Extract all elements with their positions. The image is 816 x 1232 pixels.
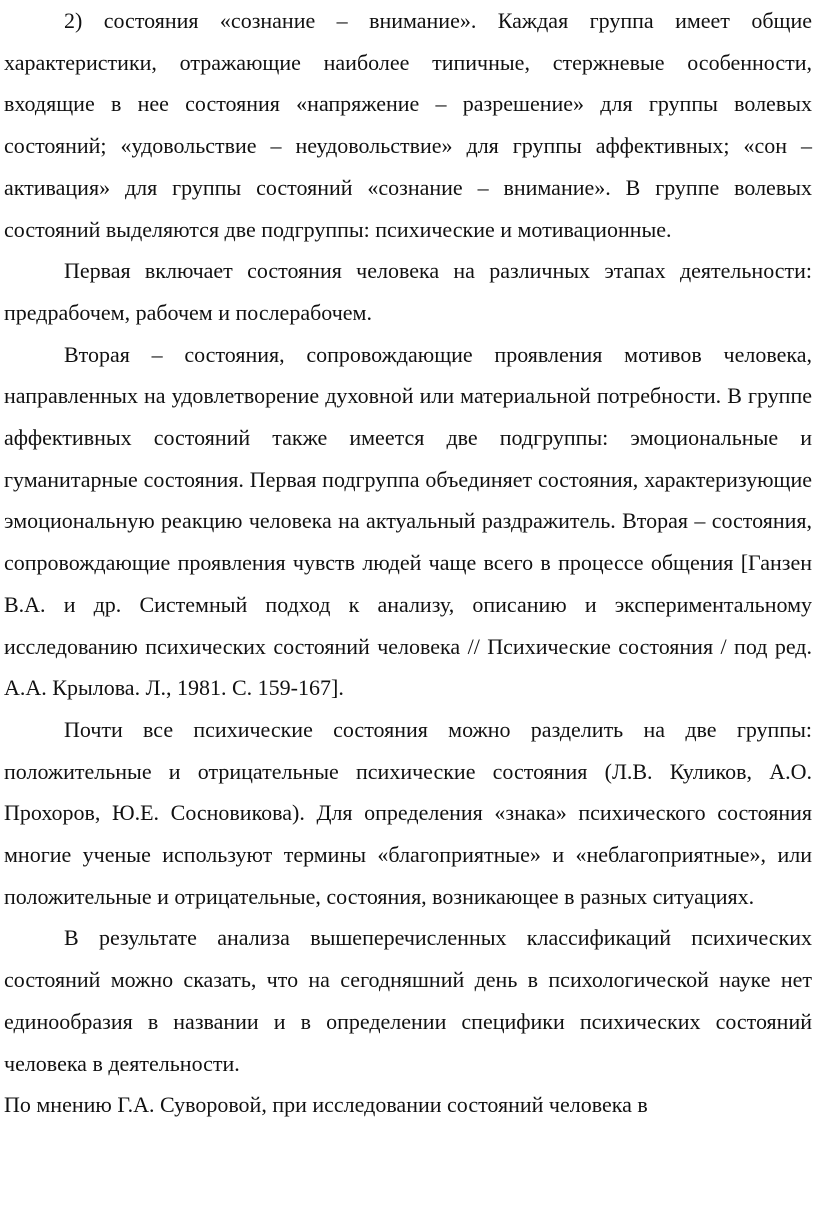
paragraph-5: В результате анализа вышеперечисленных классификаций психических состояний можно сказать, что на сегодняшний день в психологической науке нет единообразия в названии и в определении специфики психических состояний человека в деятельности. xyxy=(4,925,812,1076)
paragraph-2: Первая включает состояния человека на различных этапах деятельности: предрабочем, рабочем и послерабочем. xyxy=(4,258,812,325)
paragraph-1: 2) состояния «сознание – внимание». Каждая группа имеет общие характеристики, отражающие наиболее типичные, стержневые особенности, входящие в нее состояния «напряжение – разрешение» для группы волевых состояний; «удовольствие – неудовольствие» для группы аффективных; «сон – активация» для группы состояний «сознание – внимание». В группе волевых состояний выделяются две подгруппы: психические и мотивационные. xyxy=(4,8,812,242)
paragraph-6: По мнению Г.А. Суворовой, при исследовании состояний человека в xyxy=(4,1092,648,1118)
paragraph-4: Почти все психические состояния можно разделить на две группы: положительные и отрицательные психические состояния (Л.В. Куликов, А.О. Прохоров, Ю.Е. Сосновикова). Для определения «знака» психического состояния многие ученые используют термины «благоприятные» и «неблагоприятные», или положительные и отрицательные, состояния, возникающее в разных ситуациях. xyxy=(4,716,812,909)
paragraph-3: Вторая – состояния, сопровождающие проявления мотивов человека, направленных на удовлетворение духовной или материальной потребности. В группе аффективных состояний также имеется две подгруппы: эмоциональные и гуманитарные состояния. Первая подгруппа объединяет состояния, характеризующие эмоциональную реакцию человека на актуальный раздражитель. Вторая – состояния, сопровождающие проявления чувств людей чаще всего в процессе общения [Ганзен В.А. и др. Системный подход к анализу, описанию и экспериментальному исследованию психических состояний человека // Психические состояния / под ред. А.А. Крылова. Л., 1981. С. 159-167]. xyxy=(4,341,812,701)
